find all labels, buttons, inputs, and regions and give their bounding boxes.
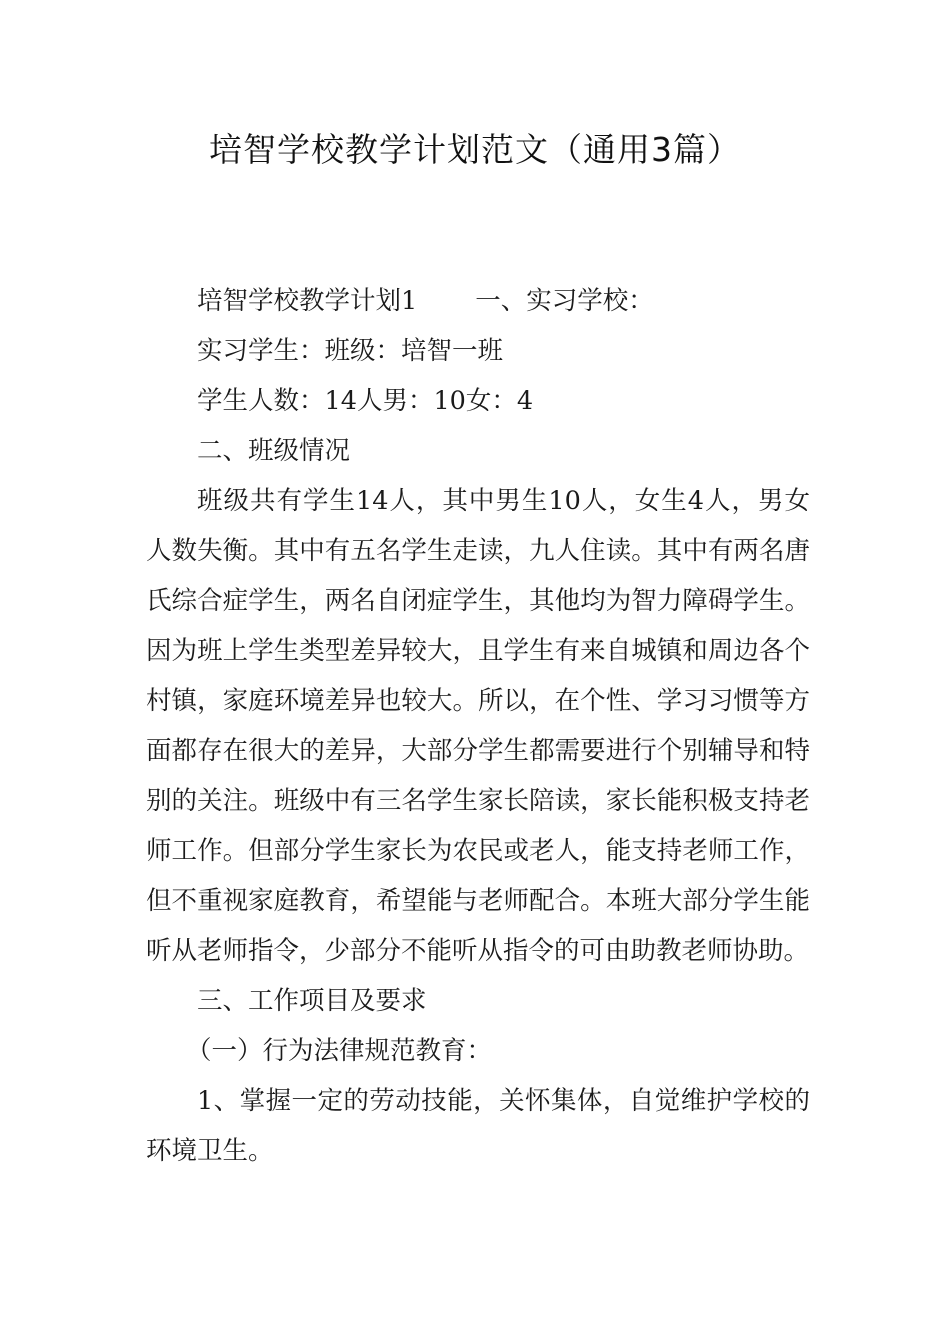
document-title: 培智学校教学计划范文（通用3篇）	[209, 130, 741, 169]
paragraph-plan-heading	[146, 276, 810, 326]
paragraph-class-situation: 班级共有学生14人，其中男生10人，女生4人，男女人数失衡。其中有五名学生走读，九人住读。其中有两名唐氏综合症学生，两名自闭症学生，其他均为智力障碍学生。因为班上学生类型差异较大，且学生有来自城镇和周边各个村镇，家庭环境差异也较大。所以，在个性、学习习惯等方面都存在很大的差异，大部分学生都需要进行个别辅导和特别的关注。班级中有三名学生家长陪读，家长能积极支持老师工作。但部分学生家长为农民或老人，能支持老师工作，但不重视家庭教育，希望能与老师配合。本班大部分学生能听从老师指令，少部分不能听从指令的可由助教老师协助。	[146, 486, 810, 966]
paragraph-student-count: 学生人数：14人男：10女：4	[197, 386, 534, 416]
document-body	[146, 276, 810, 1176]
subsection-heading-behavior: （一）行为法律规范教育：	[186, 1036, 493, 1066]
paragraph-labor-skills: 1、掌握一定的劳动技能，关怀集体，自觉维护学校的环境卫生。	[146, 1086, 810, 1166]
plan-number-label: 培智学校教学计划1	[197, 286, 418, 316]
section-heading-work-items: 三、工作项目及要求	[197, 986, 427, 1016]
paragraph-intern-class: 实习学生：班级：培智一班	[197, 336, 504, 366]
section-internship-school: 一、实习学校：	[475, 286, 654, 316]
section-heading-class-situation: 二、班级情况	[197, 436, 351, 466]
